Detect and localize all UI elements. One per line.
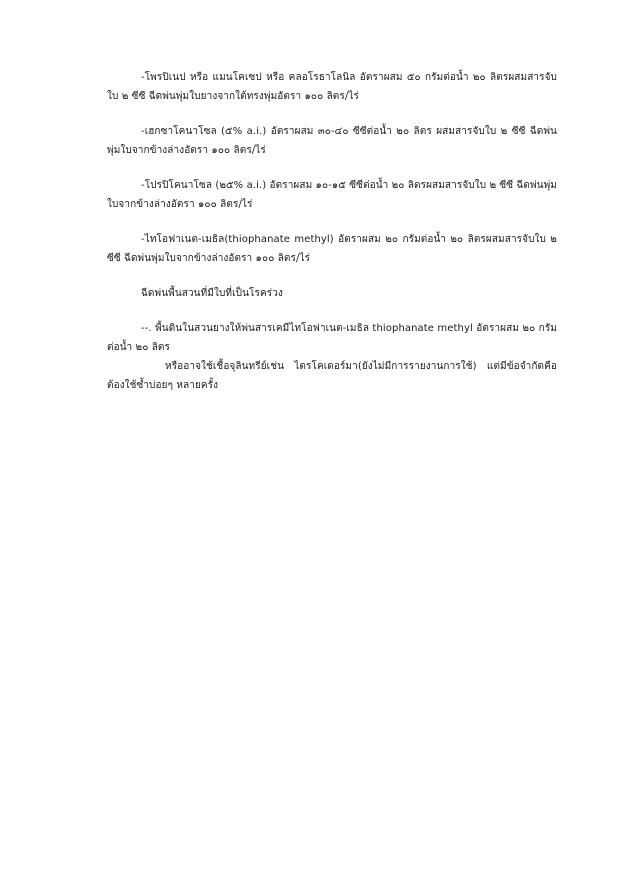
document-body xyxy=(107,68,557,409)
paragraph-propineb: -โพรปิเนป หรือ แมนโคเซป หรือ คลอโรธาโลนิล อัตราผสม ๕๐ กรัมต่อน้ำ ๒๐ ลิตรผสมสารจับใบ ๒ ซีซี ฉีดพ่นพุ่มใบยางจากใต้ทรงพุ่มอัตรา ๑๐๐ ลิตร/ไร่ xyxy=(107,72,557,102)
paragraph-ground-spray: --. พื้นดินในสวนยางให้พ่นสารเคมีไทโอฟาเนต-เมธิล thiophanate methyl อัตราผสม ๒๐ กรัมต่อน้ำ ๒๐ ลิตร xyxy=(107,323,557,353)
paragraph-ground-spray-heading: ฉีดพ่นพื้นสวนที่มีใบที่เป็นโรคร่วง xyxy=(141,288,283,299)
paragraph-hexaconazole: -เฮกซาโคนาโซล (๕% a.i.) อัตราผสม ๓๐-๔๐ ซีซีต่อน้ำ ๒๐ ลิตร ผสมสารจับใบ ๒ ซีซี ฉีดพ่นพุ่มใบจากข้างล่างอัตรา ๑๐๐ ลิตร/ไร่ xyxy=(107,126,557,156)
paragraph-propiconazole: -โปรปิโคนาโซล (๒๕% a.i.) อัตราผสม ๑๐-๑๕ ซีซีต่อน้ำ ๒๐ ลิตรผสมสารจับใบ ๒ ซีซี ฉีดพ่นพุ่มใบจากข้างล่างอัตรา ๑๐๐ ลิตร/ไร่ xyxy=(107,180,557,210)
paragraph-thiophanate-methyl: -ไทโอฟาเนต-เมธิล(thiophanate methyl) อัตราผสม ๒๐ กรัมต่อน้ำ ๒๐ ลิตรผสมสารจับใบ ๒ ซีซี ฉีดพ่นพุ่มใบจากข้างล่างอัตรา ๑๐๐ ลิตร/ไร่ xyxy=(107,234,557,264)
paragraph-trichoderma: หรืออาจใช้เชื้อจุลินทรีย์เช่น ไตรโคเดอร์มา(ยังไม่มีการรายงานการใช้) แต่มีข้อจำกัดคือ ต้องใช้ซ้ำบ่อยๆ หลายครั้ง xyxy=(107,361,557,391)
